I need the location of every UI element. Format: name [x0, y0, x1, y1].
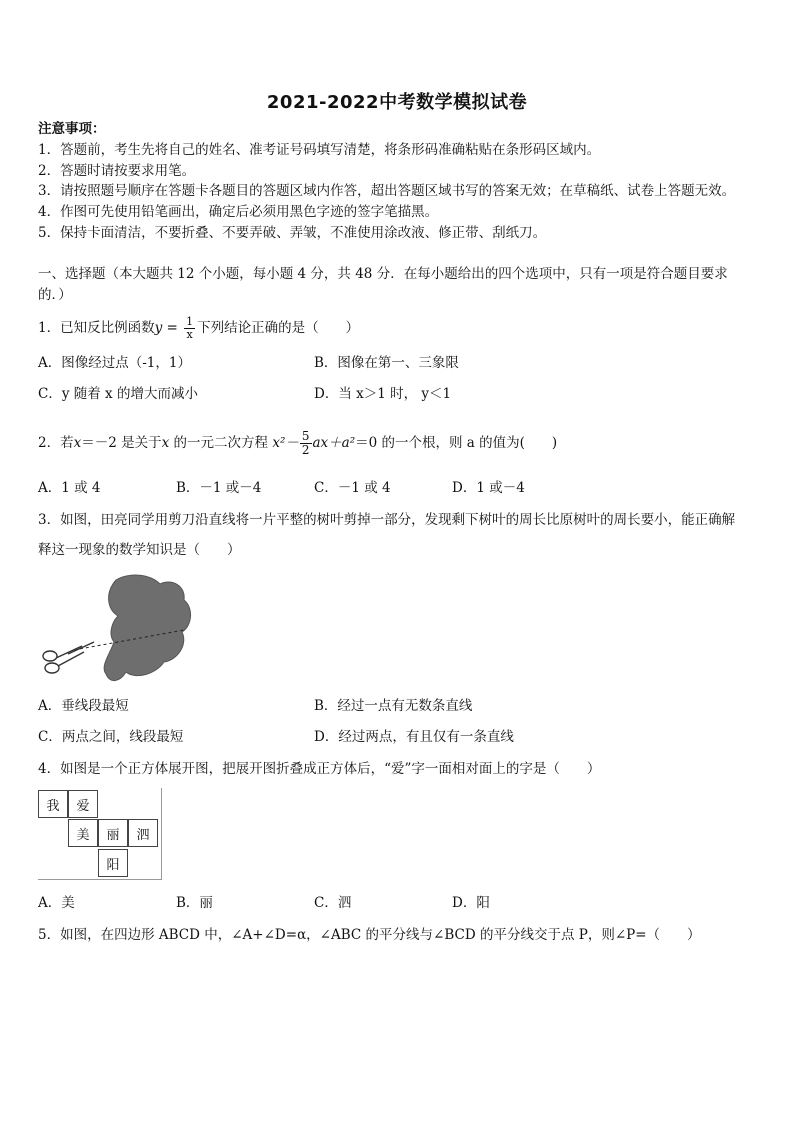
section-heading: 一、选择题（本大题共 12 个小题，每小题 4 分，共 48 分．在每小题给出的四个选项中，只有一项是符合题目要求: [38, 266, 728, 282]
cube-cell-yang: 阳: [98, 849, 128, 877]
q1-frac-den: x: [186, 328, 193, 341]
question-3-stem: 3．如图，田亮同学用剪刀沿直线将一片平整的树叶剪掉一部分，发现剩下树叶的周长比原树叶的周长要小，能正确解: [38, 512, 736, 528]
q4-option-c[interactable]: C．泗: [314, 895, 352, 911]
q1-option-d[interactable]: D．当 x＞1 时， y＜1: [314, 386, 452, 402]
page-title: 2021-2022中考数学模拟试卷: [266, 92, 528, 113]
question-2-stem: [38, 430, 557, 457]
q4-option-a[interactable]: A．美: [38, 895, 75, 911]
q2-option-b[interactable]: B．－1 或－4: [176, 480, 262, 496]
q2-fraction: [300, 430, 312, 457]
notice-heading: 注意事项：: [38, 121, 106, 137]
q3-option-b[interactable]: B．经过一点有无数条直线: [314, 698, 473, 714]
cube-cell-si: 泗: [128, 819, 158, 847]
q2-frac-num: 5: [301, 429, 310, 443]
scissors-icon: [43, 642, 94, 673]
section-heading-cont: 的．）: [38, 287, 72, 303]
cube-cell-wo: 我: [38, 790, 68, 818]
q2-x-squared: x²－: [272, 435, 299, 451]
question-4-stem: 4．如图是一个正方体展开图，把展开图折叠成正方体后，“爱”字一面相对面上的字是（ ）: [38, 761, 601, 777]
leaf-shape: [104, 575, 190, 681]
q3-option-a[interactable]: A．垂线段最短: [38, 698, 129, 714]
q1-frac-num: 1: [186, 315, 194, 328]
notice-item: 2．答题时请按要求用笔。: [38, 163, 196, 179]
q2-option-c[interactable]: C．－1 或 4: [314, 480, 391, 496]
q2-var-x: x: [161, 435, 170, 451]
q2-text: ＝0 的一个根，则 a 的值为( ): [355, 435, 558, 451]
q2-ax-term: ax＋a²: [312, 435, 356, 451]
question-1-stem: [38, 316, 359, 341]
notice-item: 3．请按照题号顺序在答题卡各题目的答题区域内作答，超出答题区域书写的答案无效；在草稿纸、试卷上答题无效。: [38, 183, 736, 199]
question-3-stem-cont: 释这一现象的数学知识是（ ）: [38, 542, 241, 558]
q2-frac-den: 2: [301, 443, 310, 457]
q1-suffix: 下列结论正确的是（ ）: [197, 320, 360, 336]
q1-option-a[interactable]: A．图像经过点（-1，1）: [38, 355, 191, 371]
q2-var-x: x: [73, 435, 82, 451]
q2-option-a[interactable]: A．1 或 4: [38, 480, 101, 496]
notice-item: 1．答题前，考生先将自己的姓名、准考证号码填写清楚，将条形码准确粘贴在条形码区域内。: [38, 142, 601, 158]
question-5-stem: 5．如图，在四边形 ABCD 中，∠A+∠D=α，∠ABC 的平分线与∠BCD 的平分线交于点 P，则∠P=（ ）: [38, 927, 701, 943]
cube-cell-mei: 美: [68, 819, 98, 847]
q2-text: 2．若: [38, 435, 74, 451]
q1-option-c[interactable]: C．y 随着 x 的增大而减小: [38, 386, 198, 402]
q1-option-b[interactable]: B．图像在第一、三象限: [314, 355, 459, 371]
q1-eq: =: [162, 320, 183, 336]
q1-func-var: y: [154, 320, 163, 336]
leaf-scissors-figure: [38, 570, 198, 686]
q2-text: ＝－2 是关于: [81, 435, 162, 451]
notice-item: 4．作图可先使用铅笔画出，确定后必须用黑色字迹的签字笔描黑。: [38, 204, 439, 220]
q3-option-c[interactable]: C．两点之间，线段最短: [38, 729, 184, 745]
q1-fraction: [184, 316, 195, 341]
q1-prefix: 1．已知反比例函数: [38, 320, 155, 336]
q3-option-d[interactable]: D．经过两点，有且仅有一条直线: [314, 729, 514, 745]
notice-item: 5．保持卡面清洁，不要折叠、不要弄破、弄皱，不准使用涂改液、修正带、刮纸刀。: [38, 225, 547, 241]
cube-net-figure: [38, 788, 162, 880]
cube-cell-ai: 爱: [68, 790, 98, 818]
q2-text: 的一元二次方程: [169, 435, 273, 451]
q2-option-d[interactable]: D．1 或－4: [452, 480, 525, 496]
q4-option-d[interactable]: D．阳: [452, 895, 490, 911]
cube-cell-li: 丽: [98, 819, 128, 847]
q4-option-b[interactable]: B．丽: [176, 895, 213, 911]
